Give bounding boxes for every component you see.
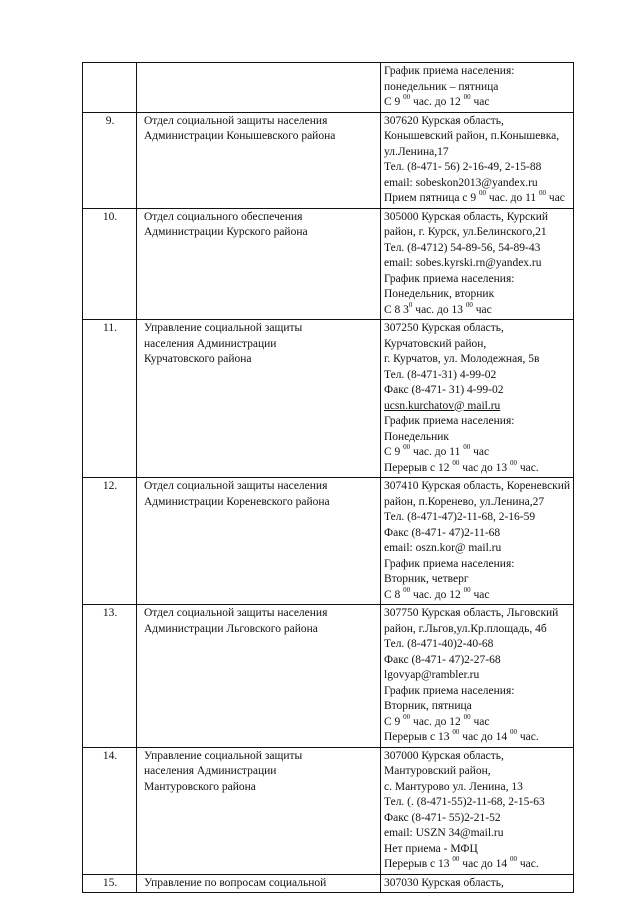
office-name-line: Курчатовского района [144, 353, 252, 365]
contact-line: Понедельник [384, 430, 449, 443]
office-name-line: Администрации Конышевского района [144, 130, 336, 142]
superscript-minutes: 00 [465, 300, 473, 309]
contact-line: График приема населения: [384, 557, 515, 570]
office-contacts [381, 874, 574, 893]
contact-line: с. Мантурово ул. Ленина, 13 [384, 780, 523, 793]
office-name-line: Управление по вопросам социальной [144, 876, 327, 889]
superscript-minutes: 00 [539, 189, 547, 197]
row-number: 11. [83, 320, 137, 478]
superscript-minutes: 00 [463, 443, 471, 451]
contact-line: С 8 $3^0$ час. до 13 $^{00}$ час [384, 300, 492, 316]
office-contacts [381, 605, 574, 748]
table-row [83, 874, 574, 893]
superscript-minutes: 00 [452, 855, 460, 863]
offices-table [82, 62, 574, 893]
office-name-line: населения Администрации [144, 765, 277, 777]
office-name-line: Отдел социальной защиты населения [144, 114, 328, 127]
email-address: ucsn.kurchatov@ mail.ru [384, 399, 501, 412]
contact-line: понедельник – пятница [384, 80, 499, 93]
office-contacts [381, 320, 574, 478]
contact-line: С 9 $^{00}$ час. до 12 $^{00}$ час [384, 712, 490, 728]
contact-line: Факс (8-471- 47)2-11-68 [384, 526, 501, 539]
office-name [137, 747, 381, 874]
superscript-minutes: 0 [408, 300, 413, 309]
office-name [137, 874, 381, 893]
contact-line: Тел. (8-471- 56) 2-16-49, 2-15-88 [384, 161, 542, 173]
table-row [83, 63, 574, 113]
superscript-minutes: 00 [452, 458, 460, 467]
superscript-minutes: 00 [403, 443, 411, 451]
contact-line: С 8 $^{00}$ час. до 12 $^{00}$ час [384, 585, 490, 601]
office-name [137, 478, 381, 605]
row-number: 14. [83, 747, 137, 874]
table-row [83, 208, 574, 320]
row-number: 15. [83, 874, 137, 893]
contact-line: График приема населения: [384, 65, 515, 77]
table-row [83, 605, 574, 748]
superscript-minutes: 00 [403, 585, 411, 594]
office-name-line: населения Администрации [144, 337, 277, 350]
office-name [137, 63, 381, 113]
contact-line: 307250 Курская область, [384, 322, 504, 334]
office-name-line: Отдел социальной защиты населения [144, 607, 328, 619]
row-number: 10. [83, 208, 137, 320]
office-name-line: Отдел социального обеспечения [144, 210, 303, 223]
contact-line: С 9 $^{00}$ час. до 11 $^{00}$ час [384, 443, 490, 458]
table-row [83, 112, 574, 208]
office-name-line: Отдел социальной защиты населения [144, 480, 328, 492]
contact-line: 307410 Курская область, Кореневский [384, 480, 571, 492]
office-contacts [381, 112, 574, 208]
contact-line: Тел. (8-471-47)2-11-68, 2-16-59 [384, 511, 536, 523]
email-address: email: oszn.kor@ mail.ru [384, 542, 502, 554]
superscript-minutes: 00 [463, 585, 471, 594]
office-name [137, 605, 381, 748]
contact-line: Факс (8-471- 47)2-27-68 [384, 653, 501, 666]
contact-line: Нет приема - МФЦ [384, 842, 478, 855]
contact-line: Перерыв с 13 $^{00}$ час до 14 $^{00}$ час. [384, 728, 539, 743]
office-name-line: Управление социальной защиты [144, 322, 303, 334]
contact-line: Тел. (8-471-31) 4-99-02 [384, 368, 497, 381]
contact-line: ул.Ленина,17 [384, 145, 449, 158]
contact-line: График приема населения: [384, 415, 515, 427]
contact-line: Курчатовский район, [384, 337, 487, 350]
superscript-minutes: 00 [463, 93, 471, 101]
office-name-line: Мантуровского района [144, 780, 256, 793]
contact-line: Перерыв с 13 $^{00}$ час до 14 $^{00}$ час. [384, 855, 539, 870]
superscript-minutes: 00 [478, 189, 486, 197]
contact-line: Прием пятница с 9 $^{00}$ час. до 11 $^{00}$ час [384, 189, 565, 204]
contact-line: График приема населения: [384, 272, 515, 285]
office-name-line: Администрации Льговского района [144, 622, 318, 635]
office-contacts [381, 208, 574, 320]
superscript-minutes: 00 [463, 712, 471, 721]
superscript-minutes: 00 [403, 712, 411, 721]
email-address: email: sobes.kyrski.rn@yandex.ru [384, 257, 542, 269]
contact-line: Тел. (8-4712) 54-89-56, 54-89-43 [384, 241, 541, 254]
contact-line: 305000 Курская область, Курский [384, 210, 549, 223]
row-number: 9. [83, 112, 137, 208]
contact-line: Конышевский район, п.Конышевка, [384, 130, 560, 142]
contact-line: Факс (8-471- 55)2-21-52 [384, 811, 501, 824]
superscript-minutes: 00 [510, 728, 517, 736]
contact-line: Факс (8-471- 31) 4-99-02 [384, 384, 504, 396]
office-name [137, 208, 381, 320]
superscript-minutes: 00 [403, 93, 411, 101]
contact-line: Вторник, четверг [384, 573, 469, 585]
table-row [83, 478, 574, 605]
office-name [137, 320, 381, 478]
superscript-minutes: 00 [510, 458, 517, 467]
contact-line: 307750 Курская область, Льговский [384, 607, 559, 619]
email-address: email: USZN 34@mail.ru [384, 827, 504, 839]
contact-line: Вторник, пятница [384, 700, 472, 712]
contact-line: г. Курчатов, ул. Молодежная, 5в [384, 353, 540, 365]
contact-line: 307000 Курская область, [384, 749, 504, 762]
row-number [83, 63, 137, 113]
superscript-minutes: 00 [510, 855, 517, 863]
contact-line: 307030 Курская область, [384, 876, 504, 889]
table-row [83, 320, 574, 478]
contact-line: С 9 $^{00}$ час. до 12 $^{00}$ час [384, 93, 490, 108]
office-contacts [381, 478, 574, 605]
office-name [137, 112, 381, 208]
contact-line: район, г. Курск, ул.Белинского,21 [384, 226, 547, 238]
contact-line: Понедельник, вторник [384, 288, 495, 300]
office-name-line: Администрации Кореневского района [144, 495, 330, 508]
email-address: lgovyap@rambler.ru [384, 669, 480, 681]
contact-line: Тел. (. (8-471-55)2-11-68, 2-15-63 [384, 796, 545, 808]
contact-line: район, п.Коренево, ул.Ленина,27 [384, 495, 545, 508]
table-row [83, 747, 574, 874]
office-name-line: Администрации Курского района [144, 226, 308, 238]
row-number: 12. [83, 478, 137, 605]
row-number: 13. [83, 605, 137, 748]
contact-line: Мантуровский район, [384, 765, 491, 777]
contact-line: район, г.Льгов,ул.Кр.площадь, 4б [384, 622, 547, 635]
office-contacts [381, 747, 574, 874]
contact-line: График приема населения: [384, 684, 515, 697]
contact-line: 307620 Курская область, [384, 114, 504, 127]
email-address: email: sobeskon2013@yandex.ru [384, 176, 538, 189]
office-contacts [381, 63, 574, 113]
contact-line: Перерыв с 12 $^{00}$ час до 13 $^{00}$ час. [384, 458, 539, 474]
office-name-line: Управление социальной защиты [144, 749, 303, 762]
contact-line: Тел. (8-471-40)2-40-68 [384, 638, 494, 650]
superscript-minutes: 00 [452, 728, 460, 736]
